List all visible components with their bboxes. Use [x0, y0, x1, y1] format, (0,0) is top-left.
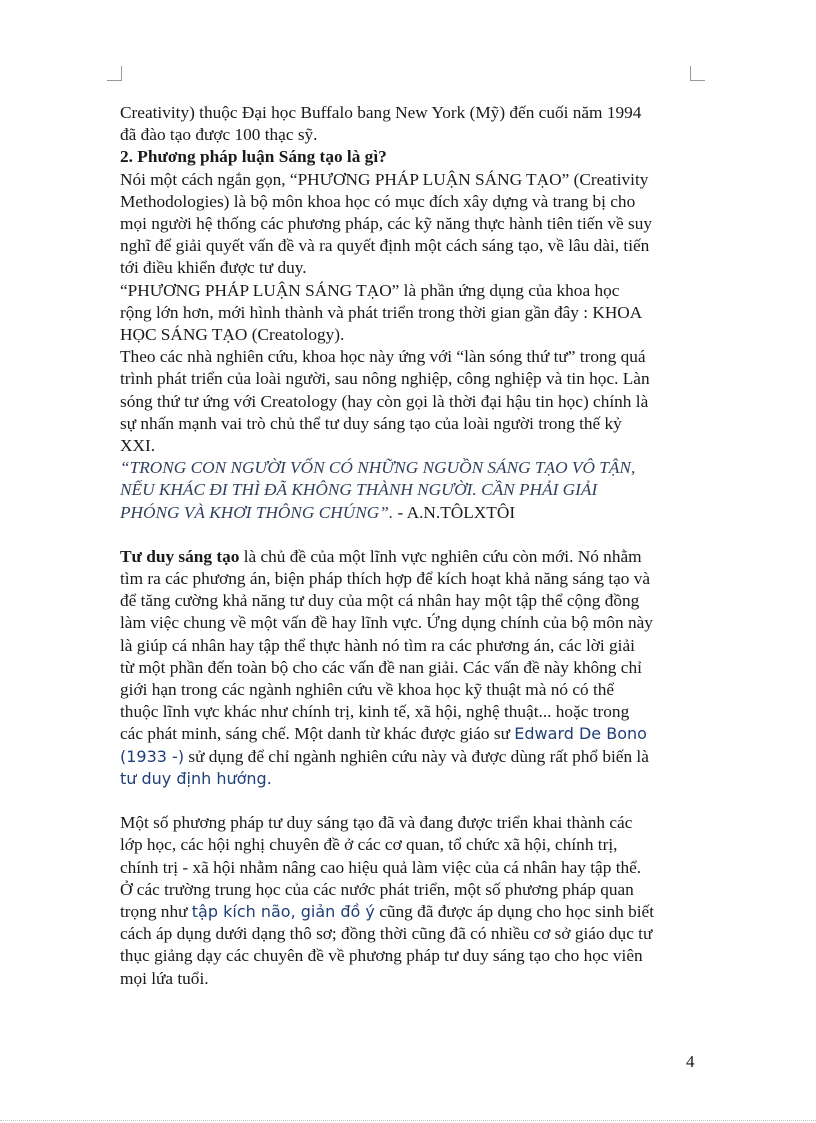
text-line: HỌC SÁNG TẠO (Creatology). — [120, 325, 345, 345]
quote-text: PHÓNG VÀ KHƠI THÔNG CHÚNG”. — [120, 502, 394, 522]
text-line: chính trị - xã hội nhằm nâng cao hiệu quả làm việc của cá nhân hay tập thể. — [120, 857, 642, 877]
text-line — [120, 768, 710, 790]
text-line: làm việc chung về một vấn đề hay lĩnh vực. Ứng dụng chính của bộ môn này — [120, 613, 653, 633]
text-line: trình phát triển của loài người, sau nông nghiệp, công nghiệp và tin học. Làn — [120, 369, 650, 389]
text-line: sóng thứ tư ứng với Creatology (hay còn gọi là thời đại hậu tin học) chính là — [120, 391, 649, 411]
text-line: tìm ra các phương án, biện pháp thích hợp để kích hoạt khả năng sáng tạo và — [120, 569, 651, 589]
text-line: từ một phần đến toàn bộ cho các vấn đề nan giải. Các vấn đề này không chỉ — [120, 657, 642, 677]
directed-thinking-link[interactable]: tư duy định hướng. — [120, 768, 272, 788]
tolstoy-quote — [120, 457, 710, 524]
text-line: mọi người hệ thống các phương pháp, các kỹ năng thực hành tiên tiến về suy — [120, 214, 653, 234]
text-line: cách áp dụng dưới dạng thô sơ; đồng thời cũng đã có nhiều cơ sở giáo dục tư — [120, 924, 653, 944]
link-separator: , — [290, 901, 301, 921]
quote-line — [120, 502, 710, 524]
quote-line: “TRONG CON NGƯỜI VỐN CÓ NHỮNG NGUỒN SÁNG TẠO VÔ TẬN, — [120, 458, 636, 478]
paragraph-definition — [120, 169, 710, 280]
text-line: Ở các trường trung học của các nước phát triển, một số phương pháp quan — [120, 879, 634, 899]
page-number: 4 — [686, 1052, 695, 1071]
text-line: Nói một cách ngắn gọn, “PHƯƠNG PHÁP LUẬN SÁNG TẠO” (Creativity — [120, 169, 649, 189]
text-segment: trọng như — [120, 901, 192, 921]
text-line: Creativity) thuộc Đại học Buffalo bang New York (Mỹ) đến cuối năm 1994 — [120, 103, 642, 122]
crop-mark-top-left — [107, 66, 122, 81]
paragraph-creative-thinking — [120, 546, 710, 790]
text-line: Theo các nhà nghiên cứu, khoa học này ứng với “làn sóng thứ tư” trong quá — [120, 347, 646, 367]
mind-map-link[interactable]: giản đồ ý — [300, 901, 375, 921]
quote-line: NẾU KHÁC ĐI THÌ ĐÃ KHÔNG THÀNH NGƯỜI. CẦN PHẢI GIẢI — [120, 480, 598, 500]
text-segment: là chủ đề của một lĩnh vực nghiên cứu còn mới. Nó nhằm — [239, 546, 642, 566]
intro-paragraph — [120, 102, 710, 146]
crop-mark-top-right — [690, 66, 705, 81]
edward-de-bono-link[interactable]: Edward De Bono — [514, 724, 647, 744]
quote-author: - A.N.TÔLXTÔI — [393, 502, 516, 522]
page-content — [120, 102, 710, 990]
text-line: lớp học, các hội nghị chuyên đề ở các cơ quan, tổ chức xã hội, chính trị, — [120, 835, 618, 855]
paragraph-fourth-wave — [120, 346, 710, 457]
text-line: rộng lớn hơn, mới hình thành và phát triển trong thời gian gần đây : KHOA — [120, 302, 643, 322]
text-line: nghĩ để giải quyết vấn đề và ra quyết định một cách sáng tạo, về lâu dài, tiến — [120, 236, 650, 256]
bold-term: Tư duy sáng tạo — [120, 546, 240, 566]
text-line: sự nhấn mạnh vai trò chủ thể tư duy sáng tạo của loài người trong thế kỷ — [120, 413, 622, 433]
section-heading: 2. Phương pháp luận Sáng tạo là gì? — [120, 147, 387, 167]
text-line: thuộc lĩnh vực khác như chính trị, kinh tế, xã hội, nghệ thuật... hoặc trong — [120, 702, 630, 722]
text-line: “PHƯƠNG PHÁP LUẬN SÁNG TẠO” là phần ứng dụng của khoa học — [120, 280, 620, 300]
text-line: là giúp cá nhân hay tập thể thực hành nó tìm ra các phương án, các lời giải — [120, 635, 635, 655]
text-segment: cũng đã được áp dụng cho học sinh biết — [374, 901, 654, 921]
text-line: mọi lứa tuổi. — [120, 968, 209, 988]
paragraph-methods — [120, 812, 710, 990]
text-line: đã đào tạo được 100 thạc sỹ. — [120, 125, 318, 145]
text-line — [120, 723, 710, 745]
text-line — [120, 546, 710, 568]
brainstorming-link[interactable]: tập kích não — [191, 901, 291, 921]
page-bottom-divider — [0, 1120, 816, 1121]
paragraph-gap — [120, 524, 710, 546]
text-line: giới hạn trong các ngành nghiên cứu về khoa học kỹ thuật mà nó có thể — [120, 680, 615, 700]
paragraph-creatology — [120, 280, 710, 347]
text-line: Methodologies) là bộ môn khoa học có mục đích xây dựng và trang bị cho — [120, 191, 636, 211]
years-link[interactable]: (1933 -) — [120, 746, 185, 766]
paragraph-gap — [120, 790, 710, 812]
text-line: để tăng cường khả năng tư duy của một cá nhân hay một tập thể cộng đồng — [120, 591, 640, 611]
text-segment: các phát minh, sáng chế. Một danh từ khác được giáo sư — [120, 724, 515, 744]
text-line — [120, 901, 710, 923]
text-line: thục giảng dạy các chuyên đề về phương pháp tư duy sáng tạo cho học viên — [120, 946, 643, 966]
text-line — [120, 746, 710, 768]
text-line: XXI. — [120, 436, 156, 456]
text-line: Một số phương pháp tư duy sáng tạo đã và đang được triển khai thành các — [120, 813, 633, 833]
text-segment: sử dụng để chỉ ngành nghiên cứu này và được dùng rất phổ biến là — [184, 746, 649, 766]
text-line: tới điều khiển được tư duy. — [120, 258, 307, 278]
